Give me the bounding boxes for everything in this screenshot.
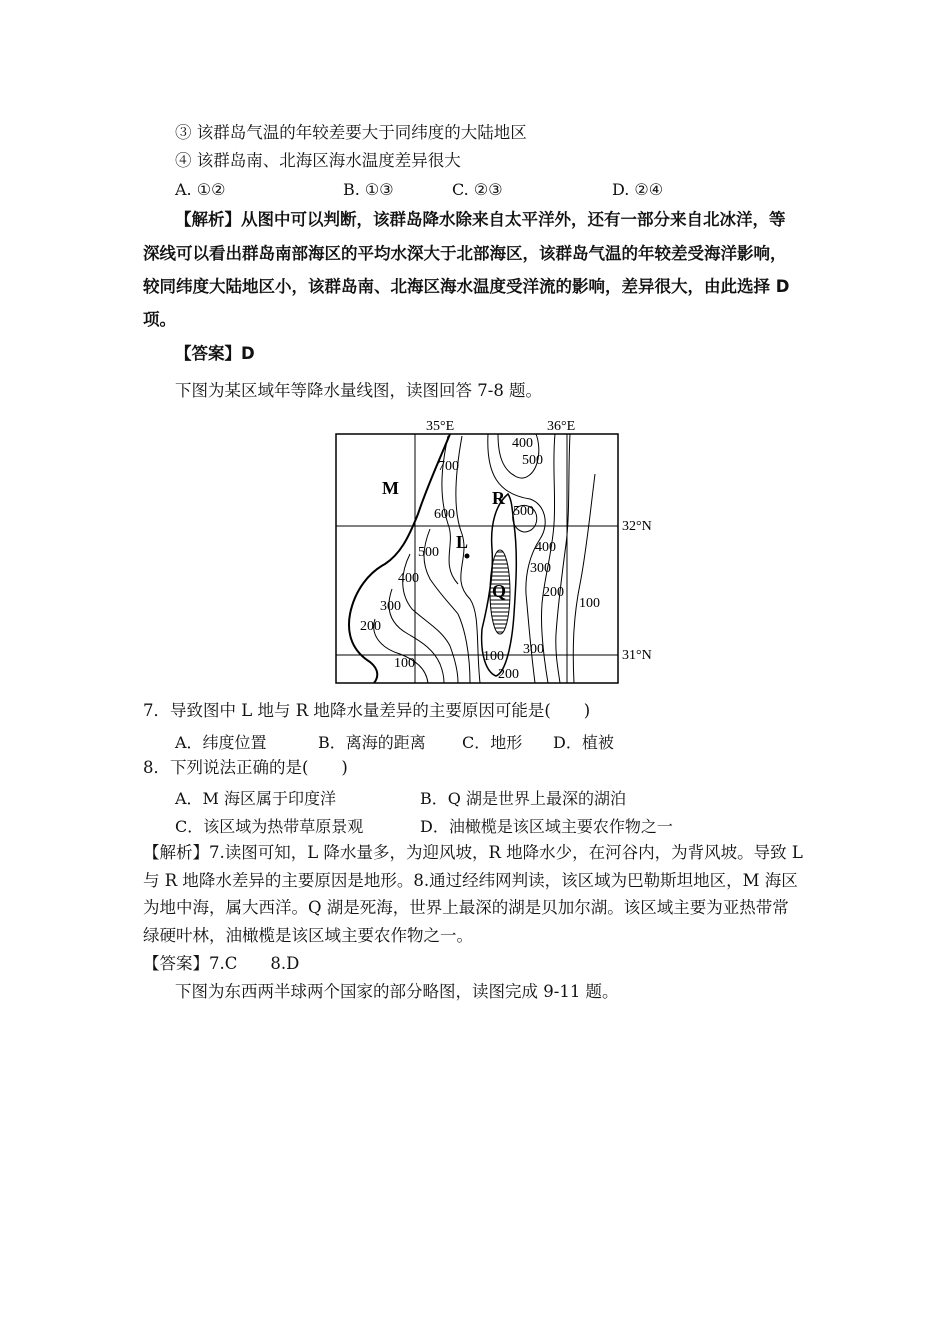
contour-label-400-north: 400 [512,436,533,451]
lon-label-36e: 36°E [547,419,576,434]
q6-analysis-line-2: 深线可以看出群岛南部海区的平均水深大于北部海区，该群岛气温的年较差受海洋影响， [143,244,787,263]
q6-answer: 【答案】D [175,344,255,363]
q6-option-3: ③ 该群岛气温的年较差要大于同纬度的大陆地区 [175,123,527,142]
contour-label-200-south: 200 [498,667,519,682]
contour-label-500-north: 500 [522,453,543,468]
contour-label-300-west: 300 [380,599,401,614]
contour-label-100-south: 100 [483,649,504,664]
contour-label-600: 600 [434,507,455,522]
q6-option-4: ④ 该群岛南、北海区海水温度差异很大 [175,151,461,170]
q7-choice-a: A．纬度位置 [175,733,267,752]
q6-choice-c: C. ②③ [452,180,503,199]
contour-label-100-east: 100 [579,596,600,611]
analysis-7-8-line-3: 为地中海，属大西洋。Q 湖是死海，世界上最深的湖是贝加尔湖。该区域主要为亚热带常 [143,898,789,917]
intro-7-8: 下图为某区域年等降水量线图，读图回答 7-8 题。 [175,381,543,400]
q8-choice-d: D．油橄榄是该区域主要农作物之一 [420,817,673,836]
label-r: R [492,488,505,508]
lon-label-35e: 35°E [426,419,455,434]
analysis-7-8-line-4: 绿硬叶林，油橄榄是该区域主要农作物之一。 [143,926,473,945]
q6-analysis-line-3: 较同纬度大陆地区小，该群岛南、北海区海水温度受洋流的影响，差异很大，由此选择 D [143,277,790,296]
contour-east-100 [573,474,595,683]
map-frame [336,434,618,683]
q6-choice-d: D. ②④ [612,180,664,199]
point-l-marker [465,554,470,559]
contour-label-500: 500 [418,545,439,560]
q7-choice-b: B．离海的距离 [318,733,426,752]
lat-label-31n: 31°N [622,648,652,663]
q6-analysis-line-4: 项。 [143,310,176,329]
precipitation-isoline-map [330,414,670,688]
label-m: M [382,478,399,498]
contour-label-300-south: 300 [523,642,544,657]
contour-label-200-east: 200 [543,585,564,600]
contour-label-400-west: 400 [398,571,419,586]
answer-7-8: 【答案】7.C 8.D [143,954,300,973]
q8-stem: 8．下列说法正确的是( ) [143,758,348,777]
contour-label-200-west: 200 [360,619,381,634]
intro-9-11: 下图为东西两半球两个国家的部分略图，读图完成 9-11 题。 [175,982,619,1001]
label-l: L [456,532,469,552]
label-q: Q [492,581,507,601]
q8-choice-c: C．该区域为热带草原景观 [175,817,364,836]
q8-choice-a: A．M 海区属于印度洋 [175,789,337,808]
analysis-7-8-line-1: 【解析】7.读图可知，L 降水量多，为迎风坡，R 地降水少，在河谷内，为背风坡。导致 L [143,843,803,862]
q7-stem: 7．导致图中 L 地与 R 地降水量差异的主要原因可能是( ) [143,701,591,720]
contour-east-200 [556,434,570,683]
contour-label-500-ring: 500 [513,504,534,519]
q7-choice-d: D．植被 [553,733,614,752]
contour-label-100-west: 100 [394,656,415,671]
contour-label-700: 700 [438,459,459,474]
q7-choice-c: C．地形 [462,733,523,752]
contour-600 [456,436,480,683]
lat-label-32n: 32°N [622,519,652,534]
q6-choice-a: A. ①② [175,180,226,199]
q6-choice-b: B. ①③ [343,180,394,199]
analysis-7-8-line-2: 与 R 地降水差异的主要原因是地形。8.通过经纬网判读，该区域为巴勒斯坦地区，M 海区 [143,871,798,890]
q6-analysis-line-1: 【解析】从图中可以判断，该群岛降水除来自太平洋外，还有一部分来自北冰洋，等 [175,210,786,229]
contour-label-400-east: 400 [535,540,556,555]
q8-choice-b: B．Q 湖是世界上最深的湖泊 [420,789,626,808]
contour-label-300-east: 300 [530,561,551,576]
